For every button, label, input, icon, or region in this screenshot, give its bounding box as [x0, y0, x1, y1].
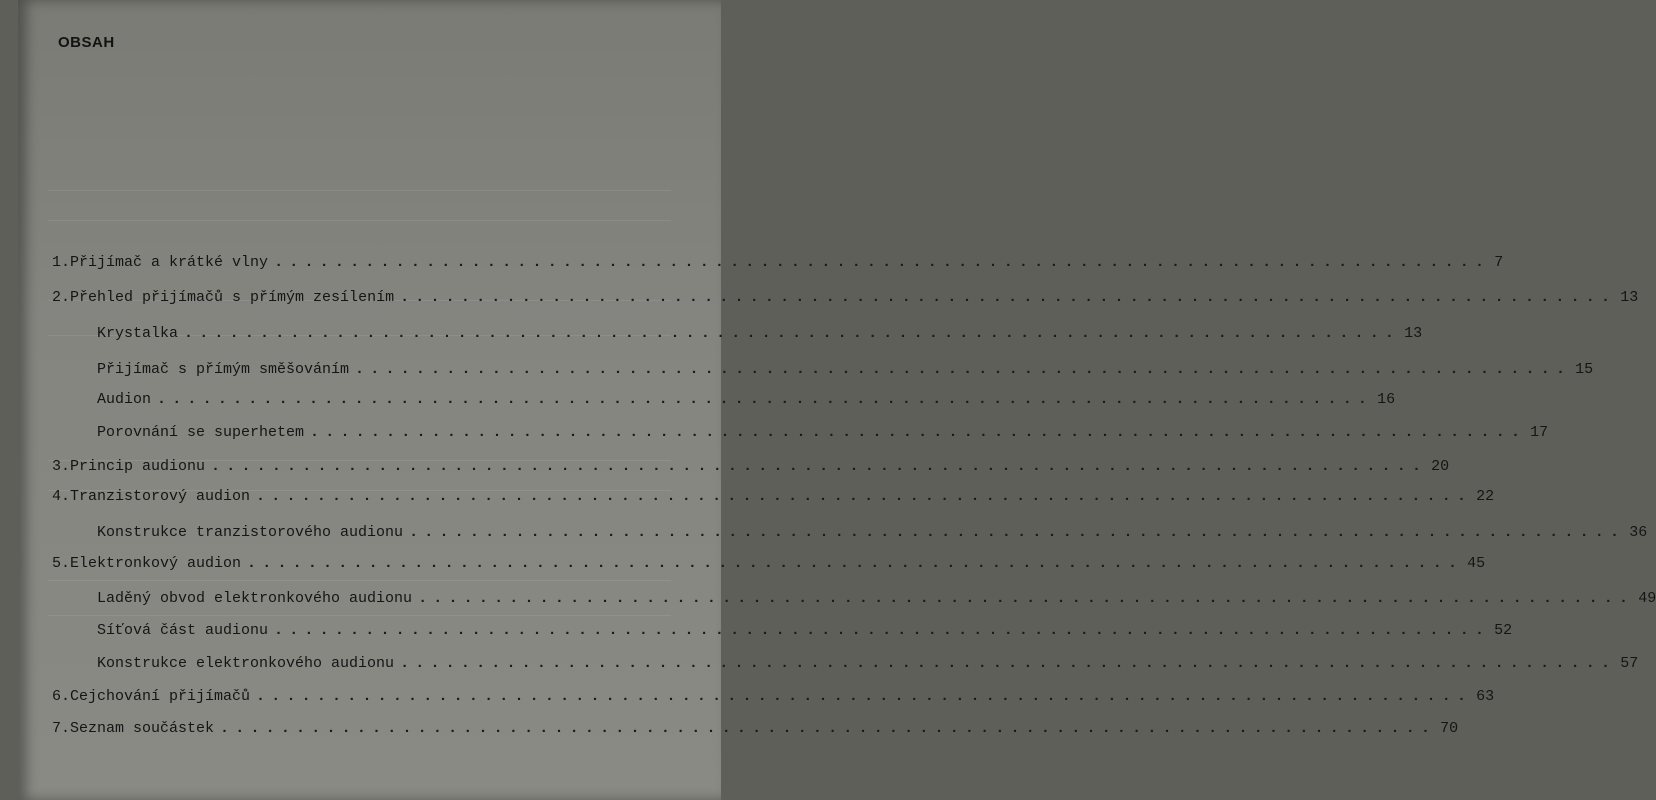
toc-dot-leader: ................................................................................	[355, 361, 1572, 378]
toc-entry	[0, 289, 1639, 317]
toc-entry-title: Elektronkový audion	[70, 555, 242, 572]
toc-dot-leader: ................................................................................	[184, 325, 1401, 342]
toc-dot-leader: ................................................................................	[220, 720, 1437, 737]
toc-dot-leader: ................................................................................	[247, 555, 1464, 572]
toc-entry	[0, 458, 1450, 486]
toc-entry-title: Audion	[97, 391, 152, 408]
toc-page-number: 70	[1440, 720, 1459, 737]
toc-dot-leader: ................................................................................	[409, 524, 1626, 541]
toc-entry-number: 4.	[52, 488, 71, 505]
toc-entry	[0, 720, 1459, 748]
toc-dot-leader: ................................................................................	[256, 688, 1473, 705]
toc-entry-number: 1.	[52, 254, 71, 271]
toc-entry-title: Seznam součástek	[70, 720, 215, 737]
toc-page-number: 16	[1377, 391, 1396, 408]
toc-entry-title: Přijímač s přímým směšováním	[97, 361, 350, 378]
toc-page-number: 63	[1476, 688, 1495, 705]
toc-page-number: 7	[1494, 254, 1504, 271]
toc-page-number: 17	[1530, 424, 1549, 441]
toc-page-number: 22	[1476, 488, 1495, 505]
toc-entry-number: 6.	[52, 688, 71, 705]
toc-entry-title: Síťová část audionu	[97, 622, 269, 639]
toc-entry	[0, 325, 1423, 353]
toc-entry	[0, 488, 1495, 516]
toc-dot-leader: ................................................................................	[400, 289, 1617, 306]
toc-page-number: 15	[1575, 361, 1594, 378]
toc-dot-leader: ................................................................................	[418, 590, 1635, 607]
toc-entry	[0, 655, 1639, 683]
toc-entry-title: Princip audionu	[70, 458, 206, 475]
toc-page-number: 49	[1638, 590, 1656, 607]
toc-entry	[0, 361, 1594, 389]
toc-page-number: 20	[1431, 458, 1450, 475]
toc-entry-title: Konstrukce tranzistorového audionu	[97, 524, 404, 541]
toc-entry-number: 5.	[52, 555, 71, 572]
toc-entry-title: Konstrukce elektronkového audionu	[97, 655, 395, 672]
toc-entry	[0, 391, 1396, 419]
toc-entry	[0, 424, 1549, 452]
toc-entry	[0, 524, 1648, 552]
toc-dot-leader: ................................................................................	[211, 458, 1428, 475]
toc-entry	[0, 688, 1495, 716]
toc-dot-leader: ................................................................................	[310, 424, 1527, 441]
toc-page-number: 45	[1467, 555, 1486, 572]
toc-dot-leader: ................................................................................	[400, 655, 1617, 672]
toc-page-number: 13	[1404, 325, 1423, 342]
toc-entry	[0, 254, 1504, 282]
toc-entry-title: Krystalka	[97, 325, 179, 342]
page-heading: OBSAH	[58, 34, 115, 51]
toc-entry-number: 2.	[52, 289, 71, 306]
toc-dot-leader: ................................................................................	[256, 488, 1473, 505]
toc-entry-title: Porovnání se superhetem	[97, 424, 305, 441]
toc-entry-title: Přehled přijímačů s přímým zesílením	[70, 289, 395, 306]
toc-entry-title: Cejchování přijímačů	[70, 688, 251, 705]
toc-dot-leader: ................................................................................	[274, 254, 1491, 271]
toc-page-number: 57	[1620, 655, 1639, 672]
toc-entry-number: 7.	[52, 720, 71, 737]
toc-entry-title: Tranzistorový audion	[70, 488, 251, 505]
toc-entry	[0, 555, 1486, 583]
toc-dot-leader: ................................................................................	[274, 622, 1491, 639]
toc-entry-title: Laděný obvod elektronkového audionu	[97, 590, 413, 607]
toc-entry-title: Přijímač a krátké vlny	[70, 254, 269, 271]
toc-entry	[0, 622, 1513, 650]
toc-dot-leader: ................................................................................	[157, 391, 1374, 408]
toc-page-number: 36	[1629, 524, 1648, 541]
toc-entry	[0, 590, 1656, 618]
toc-page-number: 52	[1494, 622, 1513, 639]
toc-page-number: 13	[1620, 289, 1639, 306]
toc-entry-number: 3.	[52, 458, 71, 475]
